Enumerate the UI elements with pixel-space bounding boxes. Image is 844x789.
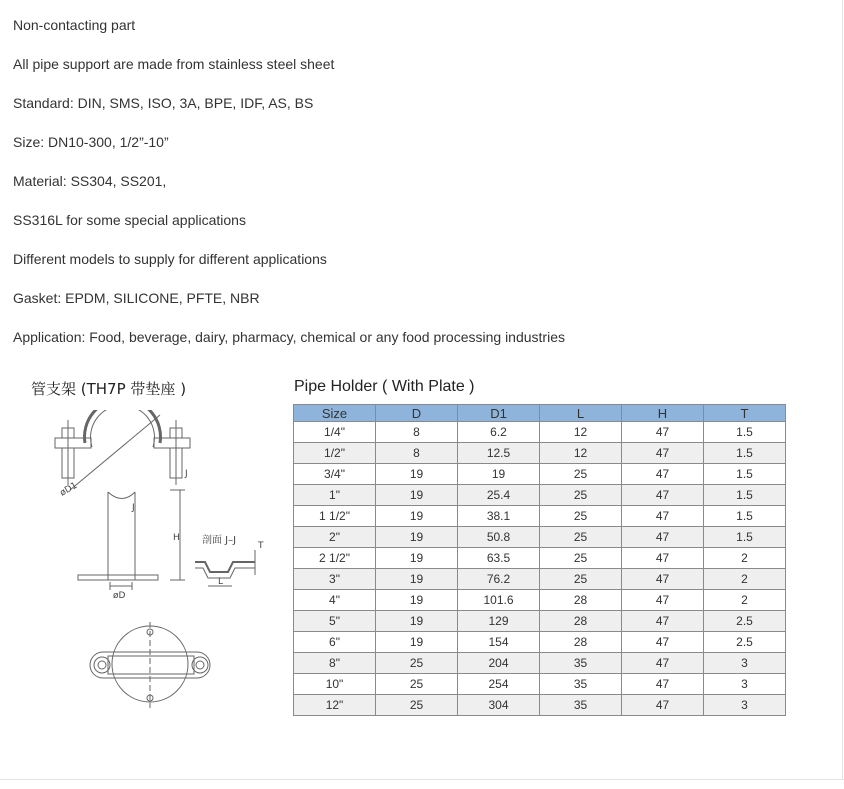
- right-divider: [842, 0, 843, 780]
- table-cell: 19: [376, 506, 458, 527]
- table-cell: 25: [376, 674, 458, 695]
- table-cell: 8: [376, 443, 458, 464]
- table-cell: 47: [622, 548, 704, 569]
- table-row: [294, 485, 786, 506]
- table-cell: 25: [540, 548, 622, 569]
- text-material-note: All pipe support are made from stainless steel sheet: [13, 56, 335, 72]
- table-cell: 204: [458, 653, 540, 674]
- header-d: D: [376, 405, 458, 422]
- table-cell: 1.5: [704, 422, 786, 443]
- text-non-contacting: Non-contacting part: [13, 17, 136, 33]
- label-l: L: [218, 577, 224, 587]
- label-j1: J: [185, 469, 188, 479]
- table-cell: 47: [622, 569, 704, 590]
- table-row: [294, 443, 786, 464]
- table-cell: 25: [540, 527, 622, 548]
- text-gasket: Gasket: EPDM, SILICONE, PFTE, NBR: [13, 290, 260, 306]
- table-cell: 19: [458, 464, 540, 485]
- pipe-holder-spec-table: [293, 404, 786, 716]
- table-cell: 8: [376, 422, 458, 443]
- table-cell: 35: [540, 674, 622, 695]
- table-row: [294, 695, 786, 716]
- table-cell: 2.5: [704, 632, 786, 653]
- table-cell: 2": [294, 527, 376, 548]
- table-cell: 12.5: [458, 443, 540, 464]
- label-h: H: [173, 533, 180, 543]
- table-cell: 101.6: [458, 590, 540, 611]
- table-row: [294, 422, 786, 443]
- table-cell: 2.5: [704, 611, 786, 632]
- table-cell: 6": [294, 632, 376, 653]
- table-cell: 19: [376, 527, 458, 548]
- table-cell: 25: [540, 506, 622, 527]
- table-cell: 10": [294, 674, 376, 695]
- table-cell: 47: [622, 422, 704, 443]
- table-cell: 129: [458, 611, 540, 632]
- table-cell: 1.5: [704, 527, 786, 548]
- table-cell: 47: [622, 695, 704, 716]
- table-cell: 25: [376, 653, 458, 674]
- table-row: [294, 506, 786, 527]
- table-cell: 47: [622, 464, 704, 485]
- table-cell: 2: [704, 548, 786, 569]
- table-cell: 19: [376, 569, 458, 590]
- table-cell: 1/4": [294, 422, 376, 443]
- table-cell: 25: [376, 695, 458, 716]
- table-cell: 1 1/2": [294, 506, 376, 527]
- table-cell: 4": [294, 590, 376, 611]
- table-row: [294, 611, 786, 632]
- table-cell: 47: [622, 527, 704, 548]
- table-title: Pipe Holder ( With Plate ): [294, 378, 475, 395]
- table-cell: 3: [704, 695, 786, 716]
- table-row: [294, 569, 786, 590]
- table-row: [294, 527, 786, 548]
- table-cell: 6.2: [458, 422, 540, 443]
- table-cell: 25: [540, 569, 622, 590]
- table-cell: 25: [540, 485, 622, 506]
- table-cell: 47: [622, 611, 704, 632]
- table-cell: 19: [376, 548, 458, 569]
- table-row: [294, 590, 786, 611]
- table-cell: 63.5: [458, 548, 540, 569]
- table-row: [294, 632, 786, 653]
- table-row: [294, 464, 786, 485]
- table-cell: 47: [622, 674, 704, 695]
- table-cell: 154: [458, 632, 540, 653]
- table-cell: 1/2": [294, 443, 376, 464]
- table-cell: 1.5: [704, 485, 786, 506]
- table-cell: 3: [704, 674, 786, 695]
- table-cell: 304: [458, 695, 540, 716]
- table-cell: 3": [294, 569, 376, 590]
- table-cell: 2: [704, 569, 786, 590]
- table-cell: 12: [540, 422, 622, 443]
- table-cell: 47: [622, 443, 704, 464]
- table-cell: 1": [294, 485, 376, 506]
- bottom-divider: [0, 779, 844, 780]
- table-header-row: [294, 405, 786, 422]
- table-cell: 47: [622, 632, 704, 653]
- table-cell: 254: [458, 674, 540, 695]
- header-size: Size: [294, 405, 376, 422]
- table-cell: 35: [540, 653, 622, 674]
- table-cell: 19: [376, 464, 458, 485]
- text-ss316l: SS316L for some special applications: [13, 212, 246, 228]
- table-cell: 28: [540, 590, 622, 611]
- table-row: [294, 653, 786, 674]
- header-h: H: [622, 405, 704, 422]
- table-cell: 19: [376, 590, 458, 611]
- text-size: Size: DN10-300, 1/2”-10”: [13, 134, 169, 150]
- table-cell: 47: [622, 653, 704, 674]
- drawing-title: 管支架 (TH7P 带垫座 ): [31, 380, 187, 398]
- table-cell: 47: [622, 506, 704, 527]
- table-cell: 2 1/2": [294, 548, 376, 569]
- table-cell: 2: [704, 590, 786, 611]
- label-j2: J: [132, 503, 135, 513]
- table-cell: 3/4": [294, 464, 376, 485]
- text-application: Application: Food, beverage, dairy, pharmacy, chemical or any food processing industries: [13, 329, 565, 345]
- pipe-holder-drawing: [40, 410, 280, 720]
- table-cell: 50.8: [458, 527, 540, 548]
- table-cell: 76.2: [458, 569, 540, 590]
- table-cell: 12: [540, 443, 622, 464]
- table-body: [294, 422, 786, 716]
- table-cell: 12": [294, 695, 376, 716]
- table-cell: 1.5: [704, 506, 786, 527]
- header-l: L: [540, 405, 622, 422]
- table-cell: 28: [540, 632, 622, 653]
- table-cell: 28: [540, 611, 622, 632]
- table-cell: 8": [294, 653, 376, 674]
- header-d1: D1: [458, 405, 540, 422]
- table-cell: 5": [294, 611, 376, 632]
- table-cell: 35: [540, 695, 622, 716]
- text-models: Different models to supply for different applications: [13, 251, 327, 267]
- table-cell: 25.4: [458, 485, 540, 506]
- label-d: øD: [113, 591, 126, 601]
- table-row: [294, 548, 786, 569]
- table-row: [294, 674, 786, 695]
- text-standard: Standard: DIN, SMS, ISO, 3A, BPE, IDF, AS, BS: [13, 95, 314, 111]
- table-cell: 1.5: [704, 464, 786, 485]
- table-cell: 47: [622, 590, 704, 611]
- label-d1: øD1: [58, 480, 80, 499]
- table-cell: 3: [704, 653, 786, 674]
- table-cell: 19: [376, 485, 458, 506]
- table-cell: 25: [540, 464, 622, 485]
- text-material: Material: SS304, SS201,: [13, 173, 167, 189]
- table-cell: 19: [376, 632, 458, 653]
- table-cell: 38.1: [458, 506, 540, 527]
- table-cell: 1.5: [704, 443, 786, 464]
- table-cell: 19: [376, 611, 458, 632]
- table-cell: 47: [622, 485, 704, 506]
- label-t: T: [258, 541, 264, 551]
- label-section: 剖面 J–J: [202, 535, 237, 546]
- header-t: T: [704, 405, 786, 422]
